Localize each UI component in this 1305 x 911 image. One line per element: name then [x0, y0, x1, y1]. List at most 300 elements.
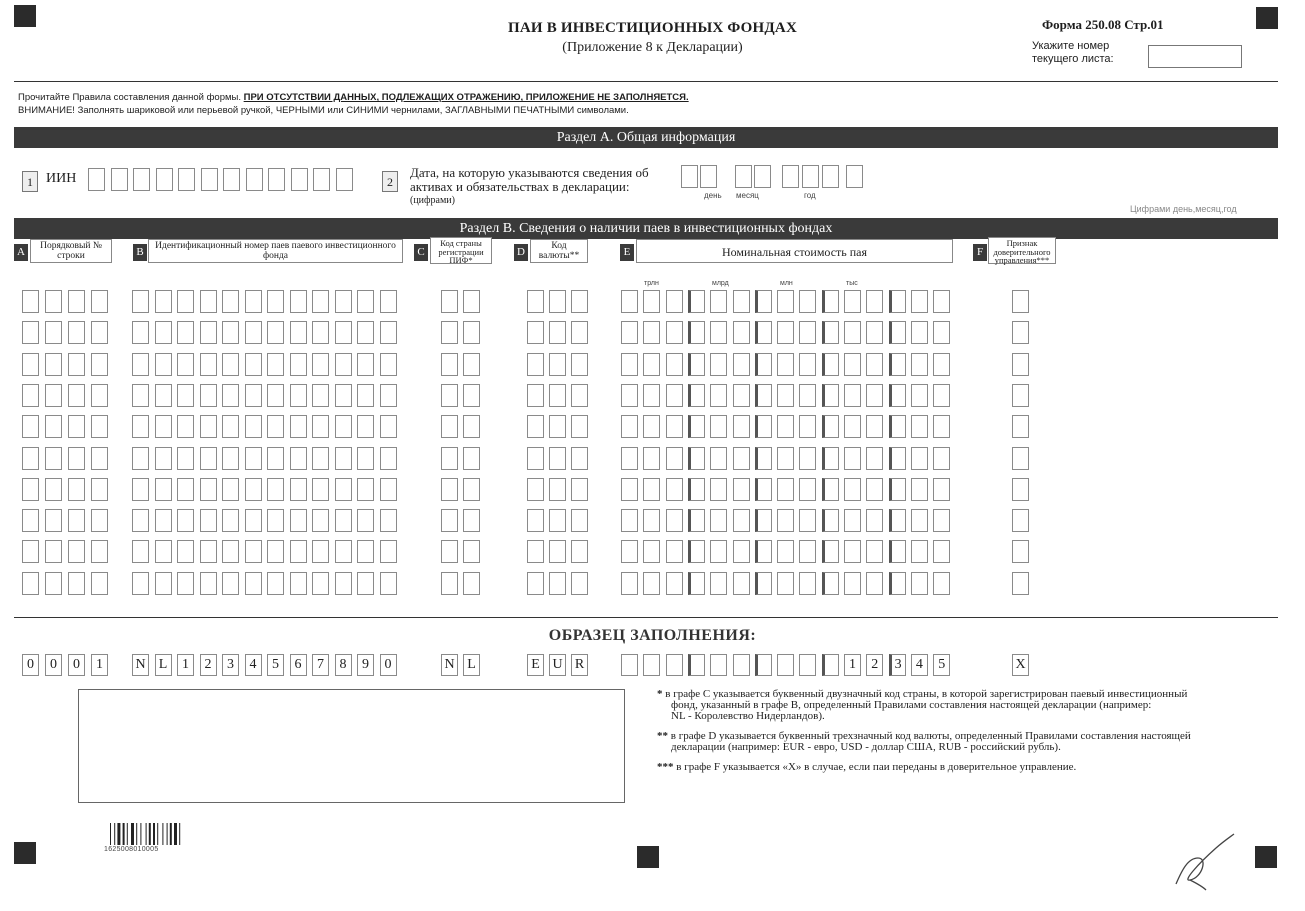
sample-cell-e[interactable] [666, 654, 683, 676]
row-cell-c[interactable] [441, 353, 458, 376]
row-cell-e[interactable] [643, 572, 660, 595]
row-cell-b[interactable] [380, 321, 397, 344]
row-cell-a[interactable] [45, 509, 62, 532]
row-cell-b[interactable] [335, 415, 352, 438]
row-cell-d[interactable] [571, 540, 588, 563]
row-cell-e[interactable] [911, 447, 928, 470]
row-cell-b[interactable] [177, 509, 194, 532]
row-cell-b[interactable] [222, 509, 239, 532]
row-cell-f[interactable] [1012, 384, 1029, 407]
row-cell-c[interactable] [463, 478, 480, 501]
row-cell-a[interactable] [45, 384, 62, 407]
row-cell-b[interactable] [290, 290, 307, 313]
row-cell-e[interactable] [889, 447, 906, 470]
row-cell-e[interactable] [621, 509, 638, 532]
row-cell-e[interactable] [666, 447, 683, 470]
row-cell-e[interactable] [621, 572, 638, 595]
row-cell-f[interactable] [1012, 321, 1029, 344]
sample-cell-e[interactable] [733, 654, 750, 676]
row-cell-a[interactable] [22, 290, 39, 313]
row-cell-e[interactable] [621, 290, 638, 313]
row-cell-e[interactable] [799, 509, 816, 532]
row-cell-e[interactable] [643, 290, 660, 313]
row-cell-c[interactable] [441, 415, 458, 438]
row-cell-d[interactable] [527, 447, 544, 470]
row-cell-a[interactable] [45, 572, 62, 595]
row-cell-b[interactable] [267, 509, 284, 532]
row-cell-b[interactable] [335, 290, 352, 313]
sample-cell-e[interactable]: 2 [866, 654, 883, 676]
sample-cell-b[interactable]: N [132, 654, 149, 676]
row-cell-d[interactable] [527, 478, 544, 501]
row-cell-b[interactable] [267, 321, 284, 344]
row-cell-b[interactable] [357, 384, 374, 407]
row-cell-d[interactable] [571, 415, 588, 438]
row-cell-a[interactable] [45, 321, 62, 344]
row-cell-b[interactable] [200, 353, 217, 376]
row-cell-a[interactable] [91, 415, 108, 438]
row-cell-e[interactable] [866, 447, 883, 470]
row-cell-b[interactable] [380, 415, 397, 438]
row-cell-b[interactable] [312, 447, 329, 470]
row-cell-f[interactable] [1012, 290, 1029, 313]
row-cell-e[interactable] [777, 415, 794, 438]
row-cell-e[interactable] [710, 353, 727, 376]
row-cell-b[interactable] [132, 321, 149, 344]
iin-cell[interactable] [291, 168, 308, 191]
row-cell-e[interactable] [621, 321, 638, 344]
sample-cell-b[interactable]: 0 [380, 654, 397, 676]
sample-cell-a[interactable]: 0 [68, 654, 85, 676]
row-cell-d[interactable] [527, 540, 544, 563]
row-cell-e[interactable] [755, 290, 772, 313]
sample-cell-a[interactable]: 1 [91, 654, 108, 676]
sample-cell-a[interactable]: 0 [22, 654, 39, 676]
row-cell-e[interactable] [688, 509, 705, 532]
row-cell-e[interactable] [911, 290, 928, 313]
row-cell-b[interactable] [357, 353, 374, 376]
sample-cell-b[interactable]: 4 [245, 654, 262, 676]
row-cell-e[interactable] [933, 509, 950, 532]
row-cell-e[interactable] [889, 353, 906, 376]
row-cell-c[interactable] [463, 572, 480, 595]
row-cell-e[interactable] [844, 540, 861, 563]
row-cell-e[interactable] [799, 290, 816, 313]
row-cell-c[interactable] [441, 572, 458, 595]
row-cell-b[interactable] [222, 353, 239, 376]
row-cell-e[interactable] [643, 540, 660, 563]
row-cell-b[interactable] [290, 478, 307, 501]
row-cell-e[interactable] [844, 415, 861, 438]
row-cell-e[interactable] [911, 384, 928, 407]
sample-cell-b[interactable]: 6 [290, 654, 307, 676]
row-cell-b[interactable] [132, 384, 149, 407]
row-cell-b[interactable] [335, 384, 352, 407]
row-cell-b[interactable] [357, 572, 374, 595]
row-cell-e[interactable] [889, 509, 906, 532]
row-cell-b[interactable] [357, 290, 374, 313]
row-cell-a[interactable] [68, 447, 85, 470]
row-cell-b[interactable] [222, 572, 239, 595]
row-cell-e[interactable] [911, 572, 928, 595]
row-cell-b[interactable] [312, 572, 329, 595]
row-cell-c[interactable] [463, 321, 480, 344]
row-cell-e[interactable] [733, 509, 750, 532]
row-cell-e[interactable] [710, 290, 727, 313]
row-cell-e[interactable] [866, 509, 883, 532]
row-cell-e[interactable] [866, 290, 883, 313]
row-cell-c[interactable] [463, 353, 480, 376]
row-cell-e[interactable] [688, 290, 705, 313]
row-cell-e[interactable] [777, 572, 794, 595]
row-cell-e[interactable] [889, 415, 906, 438]
row-cell-b[interactable] [335, 540, 352, 563]
row-cell-e[interactable] [866, 353, 883, 376]
row-cell-e[interactable] [889, 572, 906, 595]
row-cell-e[interactable] [688, 415, 705, 438]
sample-cell-d[interactable]: R [571, 654, 588, 676]
row-cell-e[interactable] [799, 572, 816, 595]
row-cell-b[interactable] [132, 353, 149, 376]
row-cell-b[interactable] [380, 509, 397, 532]
row-cell-e[interactable] [710, 447, 727, 470]
row-cell-a[interactable] [68, 321, 85, 344]
row-cell-a[interactable] [91, 384, 108, 407]
row-cell-a[interactable] [45, 290, 62, 313]
row-cell-b[interactable] [312, 478, 329, 501]
row-cell-b[interactable] [155, 509, 172, 532]
row-cell-b[interactable] [245, 478, 262, 501]
row-cell-b[interactable] [132, 509, 149, 532]
row-cell-e[interactable] [666, 321, 683, 344]
row-cell-d[interactable] [549, 572, 566, 595]
row-cell-a[interactable] [22, 540, 39, 563]
row-cell-b[interactable] [312, 384, 329, 407]
row-cell-a[interactable] [91, 572, 108, 595]
row-cell-e[interactable] [933, 384, 950, 407]
iin-cell[interactable] [88, 168, 105, 191]
row-cell-e[interactable] [911, 353, 928, 376]
row-cell-e[interactable] [621, 447, 638, 470]
row-cell-e[interactable] [844, 447, 861, 470]
row-cell-e[interactable] [822, 509, 839, 532]
row-cell-f[interactable] [1012, 478, 1029, 501]
row-cell-e[interactable] [755, 384, 772, 407]
date-cell[interactable] [754, 165, 771, 188]
row-cell-e[interactable] [643, 384, 660, 407]
row-cell-d[interactable] [571, 509, 588, 532]
row-cell-b[interactable] [155, 415, 172, 438]
row-cell-b[interactable] [132, 290, 149, 313]
row-cell-e[interactable] [933, 415, 950, 438]
row-cell-e[interactable] [666, 290, 683, 313]
row-cell-e[interactable] [621, 384, 638, 407]
row-cell-f[interactable] [1012, 572, 1029, 595]
row-cell-e[interactable] [799, 478, 816, 501]
sample-cell-b[interactable]: 7 [312, 654, 329, 676]
row-cell-a[interactable] [91, 478, 108, 501]
row-cell-b[interactable] [177, 540, 194, 563]
row-cell-b[interactable] [290, 384, 307, 407]
row-cell-e[interactable] [844, 509, 861, 532]
row-cell-e[interactable] [733, 353, 750, 376]
sample-cell-d[interactable]: U [549, 654, 566, 676]
row-cell-e[interactable] [933, 572, 950, 595]
row-cell-e[interactable] [777, 540, 794, 563]
row-cell-e[interactable] [844, 353, 861, 376]
row-cell-b[interactable] [267, 353, 284, 376]
row-cell-e[interactable] [643, 478, 660, 501]
row-cell-b[interactable] [222, 447, 239, 470]
row-cell-c[interactable] [463, 384, 480, 407]
row-cell-a[interactable] [45, 415, 62, 438]
row-cell-e[interactable] [666, 478, 683, 501]
row-cell-b[interactable] [380, 478, 397, 501]
row-cell-d[interactable] [527, 290, 544, 313]
row-cell-e[interactable] [933, 290, 950, 313]
row-cell-b[interactable] [155, 290, 172, 313]
date-cell[interactable] [700, 165, 717, 188]
row-cell-b[interactable] [200, 572, 217, 595]
row-cell-c[interactable] [441, 290, 458, 313]
row-cell-e[interactable] [799, 415, 816, 438]
row-cell-b[interactable] [155, 384, 172, 407]
row-cell-b[interactable] [380, 353, 397, 376]
row-cell-e[interactable] [777, 290, 794, 313]
row-cell-b[interactable] [200, 509, 217, 532]
row-cell-b[interactable] [357, 321, 374, 344]
row-cell-e[interactable] [710, 540, 727, 563]
row-cell-b[interactable] [357, 540, 374, 563]
sample-cell-e[interactable] [822, 654, 839, 676]
row-cell-e[interactable] [643, 415, 660, 438]
iin-cell[interactable] [336, 168, 353, 191]
row-cell-c[interactable] [441, 321, 458, 344]
row-cell-e[interactable] [822, 540, 839, 563]
row-cell-e[interactable] [844, 290, 861, 313]
row-cell-a[interactable] [45, 478, 62, 501]
row-cell-e[interactable] [733, 290, 750, 313]
row-cell-e[interactable] [755, 509, 772, 532]
row-cell-b[interactable] [200, 415, 217, 438]
row-cell-b[interactable] [245, 353, 262, 376]
row-cell-e[interactable] [621, 415, 638, 438]
row-cell-a[interactable] [22, 447, 39, 470]
row-cell-b[interactable] [177, 572, 194, 595]
row-cell-a[interactable] [91, 321, 108, 344]
row-cell-a[interactable] [45, 540, 62, 563]
row-cell-b[interactable] [380, 447, 397, 470]
sample-cell-b[interactable]: 1 [177, 654, 194, 676]
row-cell-b[interactable] [312, 540, 329, 563]
row-cell-b[interactable] [312, 353, 329, 376]
row-cell-c[interactable] [463, 509, 480, 532]
row-cell-e[interactable] [933, 478, 950, 501]
row-cell-e[interactable] [933, 447, 950, 470]
row-cell-e[interactable] [777, 447, 794, 470]
row-cell-d[interactable] [571, 572, 588, 595]
row-cell-a[interactable] [22, 384, 39, 407]
sample-cell-e[interactable]: 1 [844, 654, 861, 676]
row-cell-e[interactable] [710, 572, 727, 595]
row-cell-c[interactable] [441, 540, 458, 563]
row-cell-b[interactable] [222, 321, 239, 344]
row-cell-e[interactable] [889, 384, 906, 407]
row-cell-e[interactable] [710, 509, 727, 532]
row-cell-d[interactable] [527, 509, 544, 532]
row-cell-b[interactable] [312, 509, 329, 532]
row-cell-f[interactable] [1012, 540, 1029, 563]
row-cell-a[interactable] [68, 540, 85, 563]
row-cell-e[interactable] [933, 321, 950, 344]
row-cell-b[interactable] [200, 384, 217, 407]
row-cell-e[interactable] [799, 447, 816, 470]
row-cell-b[interactable] [380, 384, 397, 407]
row-cell-e[interactable] [866, 540, 883, 563]
row-cell-b[interactable] [357, 447, 374, 470]
row-cell-b[interactable] [290, 447, 307, 470]
row-cell-d[interactable] [571, 353, 588, 376]
row-cell-d[interactable] [549, 509, 566, 532]
row-cell-a[interactable] [22, 415, 39, 438]
row-cell-b[interactable] [245, 321, 262, 344]
row-cell-d[interactable] [549, 353, 566, 376]
row-cell-e[interactable] [755, 447, 772, 470]
row-cell-e[interactable] [911, 415, 928, 438]
row-cell-b[interactable] [380, 540, 397, 563]
row-cell-b[interactable] [357, 415, 374, 438]
date-cell[interactable] [681, 165, 698, 188]
row-cell-e[interactable] [666, 509, 683, 532]
row-cell-a[interactable] [22, 353, 39, 376]
row-cell-e[interactable] [643, 353, 660, 376]
sample-cell-e[interactable] [621, 654, 638, 676]
row-cell-e[interactable] [755, 478, 772, 501]
sample-cell-b[interactable]: 8 [335, 654, 352, 676]
row-cell-b[interactable] [222, 290, 239, 313]
row-cell-e[interactable] [688, 321, 705, 344]
row-cell-b[interactable] [312, 415, 329, 438]
row-cell-f[interactable] [1012, 353, 1029, 376]
row-cell-e[interactable] [866, 384, 883, 407]
row-cell-b[interactable] [357, 509, 374, 532]
row-cell-e[interactable] [755, 572, 772, 595]
row-cell-c[interactable] [463, 540, 480, 563]
row-cell-b[interactable] [222, 540, 239, 563]
row-cell-a[interactable] [22, 321, 39, 344]
row-cell-e[interactable] [844, 572, 861, 595]
row-cell-e[interactable] [844, 321, 861, 344]
row-cell-b[interactable] [357, 478, 374, 501]
row-cell-a[interactable] [91, 447, 108, 470]
row-cell-d[interactable] [549, 415, 566, 438]
row-cell-c[interactable] [441, 509, 458, 532]
sample-cell-f[interactable]: X [1012, 654, 1029, 676]
row-cell-e[interactable] [822, 478, 839, 501]
row-cell-e[interactable] [911, 478, 928, 501]
date-cell[interactable] [822, 165, 839, 188]
row-cell-b[interactable] [245, 540, 262, 563]
row-cell-b[interactable] [267, 478, 284, 501]
row-cell-a[interactable] [91, 540, 108, 563]
row-cell-e[interactable] [755, 415, 772, 438]
row-cell-b[interactable] [132, 478, 149, 501]
row-cell-c[interactable] [463, 290, 480, 313]
row-cell-b[interactable] [132, 447, 149, 470]
date-cell[interactable] [846, 165, 863, 188]
row-cell-b[interactable] [177, 478, 194, 501]
row-cell-e[interactable] [643, 509, 660, 532]
row-cell-e[interactable] [799, 384, 816, 407]
row-cell-e[interactable] [688, 353, 705, 376]
row-cell-a[interactable] [68, 415, 85, 438]
row-cell-f[interactable] [1012, 509, 1029, 532]
sample-cell-b[interactable]: 2 [200, 654, 217, 676]
row-cell-b[interactable] [222, 415, 239, 438]
row-cell-b[interactable] [177, 415, 194, 438]
row-cell-d[interactable] [527, 572, 544, 595]
row-cell-d[interactable] [571, 447, 588, 470]
row-cell-e[interactable] [822, 572, 839, 595]
row-cell-b[interactable] [155, 540, 172, 563]
row-cell-b[interactable] [335, 447, 352, 470]
row-cell-e[interactable] [643, 447, 660, 470]
row-cell-e[interactable] [688, 384, 705, 407]
sample-cell-e[interactable]: 4 [911, 654, 928, 676]
row-cell-e[interactable] [755, 540, 772, 563]
row-cell-d[interactable] [571, 290, 588, 313]
row-cell-e[interactable] [822, 321, 839, 344]
date-cell[interactable] [782, 165, 799, 188]
row-cell-d[interactable] [549, 478, 566, 501]
row-cell-e[interactable] [733, 478, 750, 501]
sample-cell-e[interactable] [688, 654, 705, 676]
row-cell-e[interactable] [799, 353, 816, 376]
iin-cell[interactable] [313, 168, 330, 191]
row-cell-b[interactable] [132, 415, 149, 438]
row-cell-f[interactable] [1012, 447, 1029, 470]
row-cell-b[interactable] [245, 572, 262, 595]
row-cell-b[interactable] [200, 540, 217, 563]
row-cell-d[interactable] [549, 540, 566, 563]
sample-cell-e[interactable] [710, 654, 727, 676]
sample-cell-c[interactable]: N [441, 654, 458, 676]
row-cell-e[interactable] [866, 415, 883, 438]
row-cell-b[interactable] [335, 321, 352, 344]
sample-cell-e[interactable]: 3 [889, 654, 906, 676]
row-cell-a[interactable] [45, 353, 62, 376]
row-cell-e[interactable] [755, 321, 772, 344]
row-cell-b[interactable] [312, 321, 329, 344]
iin-cell[interactable] [111, 168, 128, 191]
iin-cell[interactable] [156, 168, 173, 191]
row-cell-b[interactable] [200, 447, 217, 470]
row-cell-b[interactable] [245, 290, 262, 313]
row-cell-a[interactable] [91, 290, 108, 313]
row-cell-d[interactable] [527, 321, 544, 344]
iin-cell[interactable] [201, 168, 218, 191]
row-cell-b[interactable] [290, 321, 307, 344]
row-cell-e[interactable] [889, 478, 906, 501]
row-cell-a[interactable] [68, 478, 85, 501]
row-cell-b[interactable] [267, 290, 284, 313]
row-cell-b[interactable] [200, 478, 217, 501]
row-cell-e[interactable] [710, 478, 727, 501]
row-cell-b[interactable] [155, 478, 172, 501]
row-cell-e[interactable] [710, 321, 727, 344]
row-cell-c[interactable] [463, 447, 480, 470]
row-cell-e[interactable] [777, 384, 794, 407]
